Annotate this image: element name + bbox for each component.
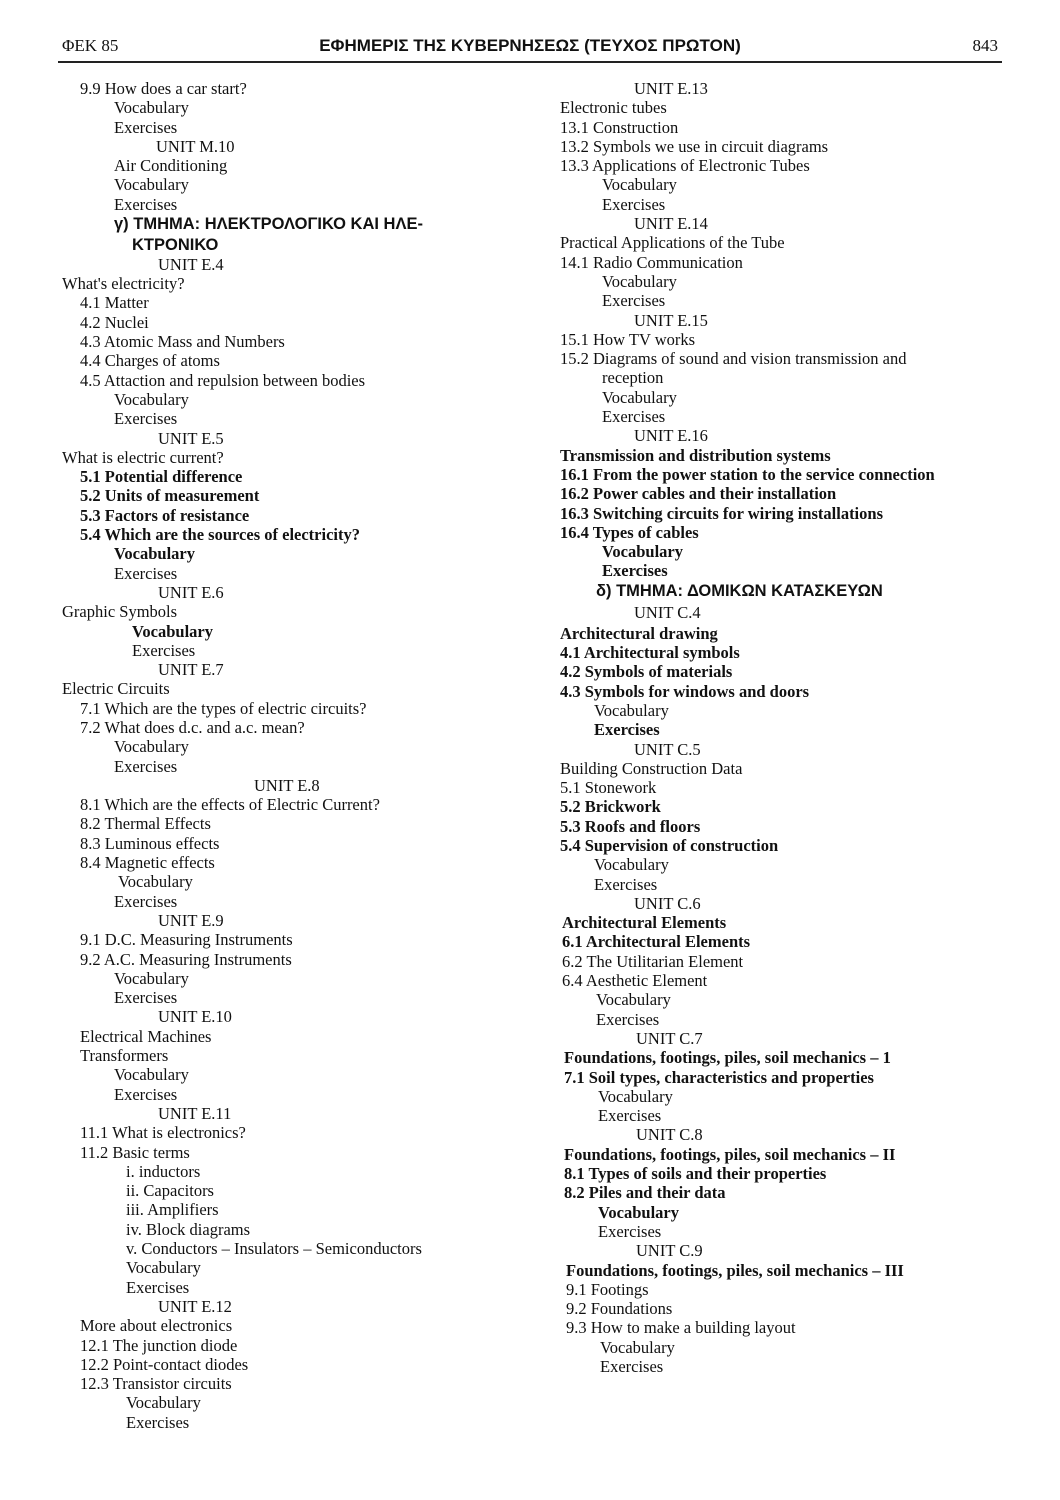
unit-heading: UNIT E.6 [158, 582, 224, 602]
section-heading: δ) ΤΜΗΜΑ: ΔΟΜΙΚΩΝ ΚΑΤΑΣΚΕΥΩΝ [596, 581, 883, 600]
toc-entry: Practical Applications of the Tube [560, 233, 785, 253]
toc-entry: Exercises [600, 1357, 664, 1376]
toc-entry: 6.2 The Utilitarian Element [562, 951, 744, 971]
toc-entry: Exercises [602, 291, 666, 311]
toc-entry: Exercises [114, 409, 178, 429]
toc-entry: Exercises [114, 891, 178, 911]
unit-heading: UNIT C.6 [634, 893, 701, 913]
toc-entry: Vocabulary [126, 1393, 201, 1413]
toc-entry: 5.2 Units of measurement [80, 486, 260, 506]
toc-entry: Exercises [114, 563, 178, 583]
toc-entry: 16.3 Switching circuits for wiring installations [560, 503, 883, 523]
toc-entry: Vocabulary [132, 621, 213, 641]
toc-entry: 16.4 Types of cables [560, 522, 699, 542]
toc-entry: 8.4 Magnetic effects [80, 853, 215, 873]
unit-heading: UNIT C.4 [634, 603, 701, 623]
unit-heading: UNIT E.12 [158, 1296, 232, 1316]
toc-entry: Vocabulary [594, 855, 669, 875]
toc-entry: 5.2 Brickwork [560, 797, 661, 817]
unit-heading: UNIT E.13 [634, 79, 708, 98]
toc-entry: 4.5 Attaction and repulsion between bodies [80, 370, 366, 390]
toc-entry: Vocabulary [602, 542, 683, 562]
toc-entry: 6.1 Architectural Elements [562, 932, 751, 952]
toc-entry: Vocabulary [114, 175, 189, 195]
unit-heading: UNIT E.10 [158, 1007, 232, 1027]
toc-entry: 13.2 Symbols we use in circuit diagrams [560, 136, 829, 156]
toc-entry: i. inductors [126, 1161, 201, 1181]
toc-entry: 5.1 Stonework [560, 778, 657, 798]
toc-entry: 8.2 Thermal Effects [80, 814, 211, 834]
toc-entry: Vocabulary [114, 98, 189, 118]
toc-entry: Air Conditioning [114, 156, 228, 176]
toc-entry: 4.4 Charges of atoms [80, 351, 220, 371]
toc-entry: Vocabulary [114, 737, 189, 757]
unit-heading: UNIT E.9 [158, 910, 224, 930]
left-column [62, 79, 532, 1432]
toc-entry: Exercises [596, 1009, 660, 1029]
toc-entry: Graphic Symbols [62, 602, 178, 622]
toc-entry: Vocabulary [598, 1086, 673, 1106]
gazette-title: ΕΦΗΜΕΡΙΣ ΤΗΣ ΚΥΒΕΡΝΗΣΕΩΣ (ΤΕΥΧΟΣ ΠΡΩΤΟΝ) [319, 36, 741, 55]
toc-entry: v. Conductors – Insulators – Semiconductors [126, 1239, 422, 1259]
toc-entry: 5.3 Factors of resistance [80, 505, 250, 525]
unit-heading: UNIT E.14 [634, 214, 708, 234]
unit-heading: UNIT C.8 [636, 1125, 703, 1145]
toc-entry: 12.2 Point-contact diodes [80, 1354, 249, 1374]
unit-heading: UNIT E.15 [634, 310, 708, 330]
toc-entry: Electrical Machines [80, 1026, 212, 1046]
toc-entry: Exercises [114, 988, 178, 1008]
toc-entry: iv. Block diagrams [126, 1219, 251, 1239]
toc-entry: Architectural Elements [562, 913, 727, 933]
toc-entry: 16.1 From the power station to the service connection [560, 464, 935, 484]
page-number: 843 [972, 36, 998, 55]
toc-entry: 7.1 Soil types, characteristics and properties [564, 1067, 874, 1087]
toc-entry: Exercises [598, 1221, 662, 1241]
unit-heading: UNIT C.7 [636, 1028, 703, 1048]
toc-entry: Vocabulary [602, 271, 677, 291]
toc-entry: 4.1 Architectural symbols [560, 643, 740, 663]
toc-entry: 4.1 Matter [80, 293, 149, 313]
toc-entry: Exercises [114, 194, 178, 214]
toc-entry: 11.2 Basic terms [80, 1142, 190, 1162]
toc-entry: 9.1 Footings [566, 1279, 649, 1299]
toc-entry: Exercises [602, 407, 666, 427]
toc-entry: 5.4 Supervision of construction [560, 835, 779, 855]
toc-entry: 4.2 Symbols of materials [560, 662, 733, 682]
toc-entry: 5.3 Roofs and floors [560, 816, 701, 836]
unit-heading: UNIT M.10 [156, 136, 235, 156]
toc-entry: Vocabulary [114, 968, 189, 988]
toc-entry: 5.1 Potential difference [80, 467, 243, 487]
toc-entry: More about electronics [80, 1316, 233, 1336]
toc-entry: Transformers [80, 1046, 169, 1066]
toc-entry: ii. Capacitors [126, 1181, 214, 1201]
toc-entry: 9.2 Foundations [566, 1299, 673, 1319]
toc-entry: 8.1 Types of soils and their properties [564, 1164, 827, 1184]
toc-entry: 15.1 How TV works [560, 329, 696, 349]
toc-entry: Vocabulary [602, 175, 677, 195]
toc-entry: Exercises [594, 720, 660, 740]
toc-entry: Exercises [132, 640, 196, 660]
toc-entry: iii. Amplifiers [126, 1200, 219, 1220]
toc-entry: 13.3 Applications of Electronic Tubes [560, 156, 810, 176]
toc-entry: Vocabulary [114, 1065, 189, 1085]
toc-entry: 9.9 How does a car start? [80, 79, 247, 98]
toc-entry: Vocabulary [114, 544, 195, 564]
toc-entry: 4.3 Symbols for windows and doors [560, 681, 810, 701]
toc-entry: Exercises [126, 1277, 190, 1297]
right-column [560, 79, 1010, 1376]
toc-entry: Transmission and distribution systems [560, 445, 831, 465]
toc-entry: What's electricity? [62, 274, 185, 294]
toc-entry: Vocabulary [600, 1337, 675, 1357]
toc-entry: Exercises [594, 874, 658, 894]
toc-entry: 15.2 Diagrams of sound and vision transmission and [560, 349, 907, 369]
toc-entry: Foundations, footings, piles, soil mechanics – II [564, 1144, 896, 1164]
toc-entry: Building Construction Data [560, 758, 743, 778]
toc-entry: 12.3 Transistor circuits [80, 1374, 232, 1394]
toc-entry: Electric Circuits [62, 679, 170, 699]
toc-entry: Exercises [114, 1084, 178, 1104]
section-heading: γ) ΤΜΗΜΑ: ΗΛΕΚΤΡΟΛΟΓΙΚΟ ΚΑΙ ΗΛΕ- [114, 215, 423, 234]
toc-entry: Vocabulary [602, 387, 677, 407]
toc-entry: 4.3 Atomic Mass and Numbers [80, 332, 285, 352]
unit-heading: UNIT E.7 [158, 660, 224, 680]
unit-heading: UNIT C.5 [634, 739, 701, 759]
toc-entry: Architectural drawing [560, 623, 718, 643]
toc-entry: Foundations, footings, piles, soil mechanics – 1 [564, 1048, 891, 1068]
toc-entry: 9.1 D.C. Measuring Instruments [80, 930, 293, 950]
header-rule [58, 61, 1002, 63]
toc-entry: Vocabulary [126, 1258, 201, 1278]
unit-heading: UNIT E.16 [634, 426, 708, 446]
toc-entry: Exercises [114, 117, 178, 137]
toc-entry: Exercises [602, 561, 668, 581]
toc-entry: 7.2 What does d.c. and a.c. mean? [80, 718, 305, 737]
section-heading: ΚΤΡΟΝΙΚΟ [132, 235, 219, 254]
unit-heading: UNIT E.5 [158, 428, 224, 448]
issue-number: ΦΕΚ 85 [62, 36, 119, 55]
toc-entry: Vocabulary [118, 872, 193, 892]
toc-entry: reception [602, 368, 664, 388]
toc-entry: 11.1 What is electronics? [80, 1123, 246, 1143]
toc-entry: Electronic tubes [560, 98, 667, 118]
toc-entry: 4.2 Nuclei [80, 312, 149, 332]
unit-heading: UNIT E.4 [158, 254, 224, 274]
toc-entry: 8.1 Which are the effects of Electric Current? [80, 795, 380, 815]
toc-entry: 14.1 Radio Communication [560, 252, 743, 272]
unit-heading: UNIT E.8 [254, 775, 320, 795]
toc-entry: Vocabulary [596, 990, 671, 1010]
toc-entry: 8.3 Luminous effects [80, 833, 220, 853]
toc-entry: 9.3 How to make a building layout [566, 1318, 796, 1338]
toc-entry: Foundations, footings, piles, soil mechanics – III [566, 1260, 904, 1280]
toc-entry: 13.1 Construction [560, 117, 679, 137]
unit-heading: UNIT C.9 [636, 1241, 703, 1261]
toc-entry: Exercises [602, 194, 666, 214]
toc-entry: 16.2 Power cables and their installation [560, 484, 837, 504]
toc-entry: 5.4 Which are the sources of electricity? [80, 525, 360, 545]
toc-entry: Vocabulary [114, 389, 189, 409]
toc-entry: 8.2 Piles and their data [564, 1183, 726, 1203]
toc-entry: Vocabulary [594, 700, 669, 720]
toc-entry: Vocabulary [598, 1202, 679, 1222]
toc-entry: What is electric current? [62, 447, 224, 467]
toc-entry: 12.1 The junction diode [80, 1335, 238, 1355]
toc-entry: Exercises [598, 1106, 662, 1126]
page-header [62, 30, 998, 60]
toc-entry: 9.2 A.C. Measuring Instruments [80, 949, 292, 969]
toc-entry: 6.4 Aesthetic Element [562, 971, 708, 991]
unit-heading: UNIT E.11 [158, 1103, 232, 1123]
toc-entry: 7.1 Which are the types of electric circuits? [80, 698, 367, 718]
toc-entry: Exercises [114, 756, 178, 776]
toc-entry: Exercises [126, 1412, 190, 1432]
